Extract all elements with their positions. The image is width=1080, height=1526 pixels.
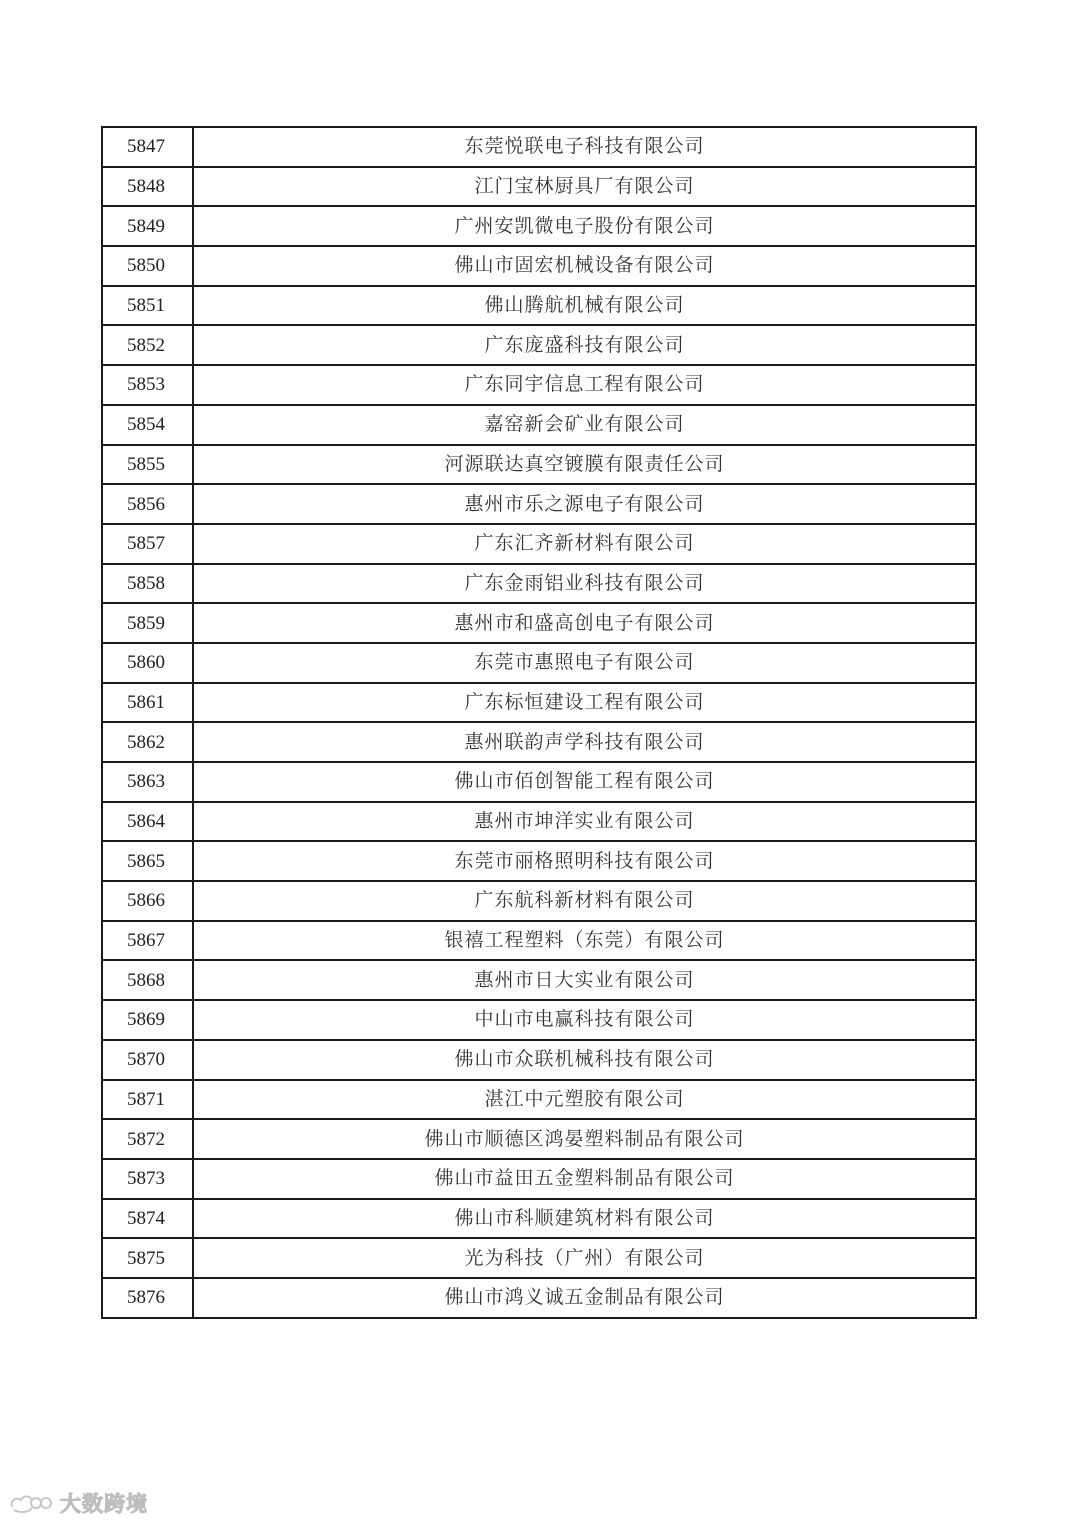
table-row (102, 1159, 976, 1199)
company-name-cell: 佛山市众联机械科技有限公司 (193, 1040, 976, 1080)
company-name-cell: 东莞悦联电子科技有限公司 (193, 127, 976, 167)
table-row (102, 325, 976, 365)
row-number-cell: 5873 (102, 1159, 193, 1199)
company-name-cell: 湛江中元塑胶有限公司 (193, 1080, 976, 1120)
table-body (102, 127, 976, 1318)
table-row (102, 564, 976, 604)
table-row (102, 405, 976, 445)
row-number-cell: 5858 (102, 564, 193, 604)
row-number-cell: 5847 (102, 127, 193, 167)
row-number-cell: 5865 (102, 841, 193, 881)
company-name-cell: 嘉窑新会矿业有限公司 (193, 405, 976, 445)
company-name-cell: 广东航科新材料有限公司 (193, 881, 976, 921)
row-number-cell: 5869 (102, 1000, 193, 1040)
row-number-cell: 5850 (102, 246, 193, 286)
table-row (102, 167, 976, 207)
company-name-cell: 惠州联韵声学科技有限公司 (193, 722, 976, 762)
company-name-cell: 佛山市益田五金塑料制品有限公司 (193, 1159, 976, 1199)
company-name-cell: 广东汇齐新材料有限公司 (193, 524, 976, 564)
company-name-cell: 中山市电赢科技有限公司 (193, 1000, 976, 1040)
company-name-cell: 惠州市日大实业有限公司 (193, 960, 976, 1000)
table-row (102, 841, 976, 881)
table-row (102, 722, 976, 762)
company-name-cell: 河源联达真空镀膜有限责任公司 (193, 445, 976, 485)
table-row (102, 1278, 976, 1318)
row-number-cell: 5857 (102, 524, 193, 564)
row-number-cell: 5874 (102, 1199, 193, 1239)
table-row (102, 286, 976, 326)
company-name-cell: 银禧工程塑料（东莞）有限公司 (193, 921, 976, 961)
row-number-cell: 5870 (102, 1040, 193, 1080)
table-row (102, 802, 976, 842)
table-row (102, 445, 976, 485)
table-row (102, 960, 976, 1000)
table-row (102, 1040, 976, 1080)
company-name-cell: 光为科技（广州）有限公司 (193, 1238, 976, 1278)
company-name-cell: 广东金雨铝业科技有限公司 (193, 564, 976, 604)
table-row (102, 1119, 976, 1159)
row-number-cell: 5855 (102, 445, 193, 485)
table-row (102, 603, 976, 643)
row-number-cell: 5848 (102, 167, 193, 207)
row-number-cell: 5866 (102, 881, 193, 921)
row-number-cell: 5859 (102, 603, 193, 643)
company-name-cell: 广东庞盛科技有限公司 (193, 325, 976, 365)
watermark-text: 大数跨境 (60, 1492, 148, 1516)
row-number-cell: 5861 (102, 683, 193, 723)
table-row (102, 524, 976, 564)
company-name-cell: 东莞市丽格照明科技有限公司 (193, 841, 976, 881)
table-row (102, 1080, 976, 1120)
row-number-cell: 5863 (102, 762, 193, 802)
row-number-cell: 5871 (102, 1080, 193, 1120)
row-number-cell: 5854 (102, 405, 193, 445)
table-row (102, 246, 976, 286)
table-row (102, 921, 976, 961)
row-number-cell: 5853 (102, 365, 193, 405)
company-list-table (101, 126, 977, 1319)
row-number-cell: 5875 (102, 1238, 193, 1278)
row-number-cell: 5851 (102, 286, 193, 326)
row-number-cell: 5860 (102, 643, 193, 683)
company-name-cell: 广东同宇信息工程有限公司 (193, 365, 976, 405)
row-number-cell: 5862 (102, 722, 193, 762)
company-name-cell: 佛山市鸿义诚五金制品有限公司 (193, 1278, 976, 1318)
table-row (102, 683, 976, 723)
table-row (102, 127, 976, 167)
row-number-cell: 5852 (102, 325, 193, 365)
table-row (102, 206, 976, 246)
table-row (102, 365, 976, 405)
company-name-cell: 江门宝林厨具厂有限公司 (193, 167, 976, 207)
table-row (102, 1238, 976, 1278)
company-name-cell: 佛山市顺德区鸿晏塑料制品有限公司 (193, 1119, 976, 1159)
company-name-cell: 广州安凯微电子股份有限公司 (193, 206, 976, 246)
table-row (102, 484, 976, 524)
table-row (102, 881, 976, 921)
company-name-cell: 东莞市惠照电子有限公司 (193, 643, 976, 683)
company-name-cell: 佛山腾航机械有限公司 (193, 286, 976, 326)
company-name-cell: 广东标恒建设工程有限公司 (193, 683, 976, 723)
row-number-cell: 5876 (102, 1278, 193, 1318)
company-name-cell: 佛山市佰创智能工程有限公司 (193, 762, 976, 802)
row-number-cell: 5867 (102, 921, 193, 961)
cloud-swirl-logo-icon (8, 1491, 54, 1515)
company-name-cell: 惠州市和盛高创电子有限公司 (193, 603, 976, 643)
table-row (102, 762, 976, 802)
row-number-cell: 5856 (102, 484, 193, 524)
watermark (8, 1488, 148, 1518)
row-number-cell: 5872 (102, 1119, 193, 1159)
row-number-cell: 5864 (102, 802, 193, 842)
company-name-cell: 惠州市乐之源电子有限公司 (193, 484, 976, 524)
table-row (102, 1000, 976, 1040)
row-number-cell: 5849 (102, 206, 193, 246)
company-name-cell: 佛山市科顺建筑材料有限公司 (193, 1199, 976, 1239)
company-name-cell: 佛山市固宏机械设备有限公司 (193, 246, 976, 286)
table-row (102, 643, 976, 683)
row-number-cell: 5868 (102, 960, 193, 1000)
table-row (102, 1199, 976, 1239)
company-name-cell: 惠州市坤洋实业有限公司 (193, 802, 976, 842)
